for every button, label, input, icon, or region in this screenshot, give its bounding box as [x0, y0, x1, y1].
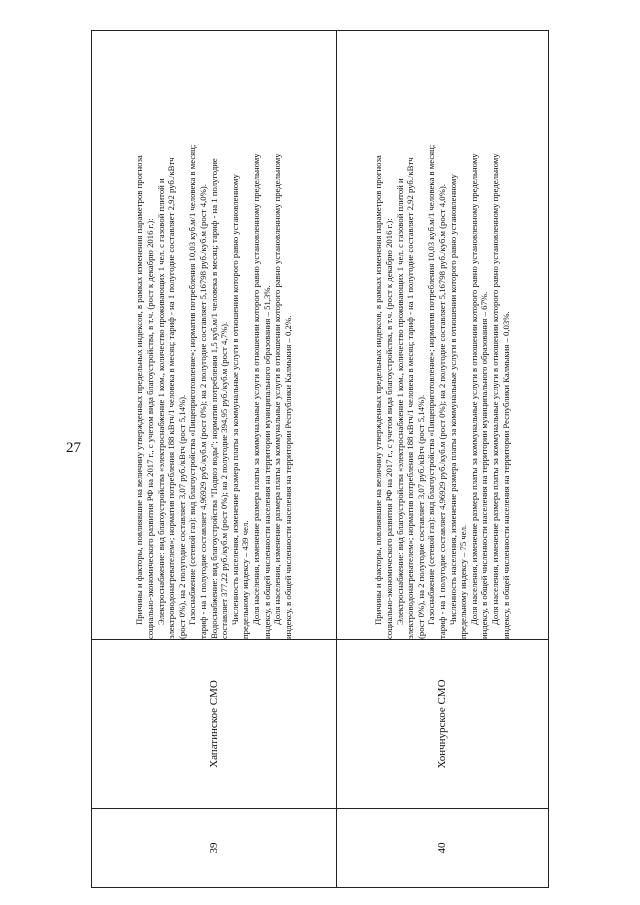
description-line: социально-экономического развития РФ на 2017 г., с учетом вида благоустройства, в т.ч. (рост к декабрю 2016 г.): — [384, 218, 395, 639]
table-row — [92, 31, 337, 888]
description-line: индексу, в общей численности населения на территории Республики Калмыкия – 0,03%. — [500, 311, 511, 639]
description-cell — [92, 31, 337, 640]
description-line: предельному индексу – 75 чел. — [458, 524, 469, 639]
description-line: Численность населения, изменение размера платы за коммунальные услуги в отношении которого равно установленному — [229, 174, 240, 625]
description-line: Численность населения, изменение размера платы за коммунальные услуги в отношении которого равно установленному — [447, 174, 458, 625]
description-line: социально-экономического развития РФ на 2017 г., с учетом вида благоустройства, в т.ч. (рост к декабрю 2016 г.): — [144, 218, 155, 639]
description-line: составляет 377,22 руб./куб.м (рост 0%); на 2 полугодие 394,95 руб./куб.м (рост 4,7%). — [219, 321, 230, 639]
description-line: предельному индексу – 439 чел. — [240, 520, 251, 639]
description-line: Доля населения, изменение размера платы за коммунальные услуги в отношении которого равно установленному предельному — [250, 153, 261, 625]
row-number: 40 — [336, 809, 548, 888]
municipality-name: Хапатинское СМО — [92, 640, 337, 809]
description-line: тариф - на 1 полугодие составляет 4,96929 руб./куб.м (рост 0%); на 2 полугодие составляет 5,16798 руб./куб.м (рост 4,0%). — [437, 184, 448, 639]
description-line: индексу, в общей численности населения на территории муниципального образования – 67%. — [479, 291, 490, 639]
description-line: Причины и факторы, повлиявшие на величину утвержденных предельных индексов, в рамках изменения параметров прогноза — [373, 155, 384, 625]
description-line: (рост 0%), на 2 полугодие составляет 3,07 руб./кВтч (рост 5,14%). — [415, 394, 426, 639]
rotated-table-container — [91, 30, 549, 888]
description-line: Газоснабжение (сетевой газ): вид благоустройства «Пищеприготовление»; норматив потребления 10,03 куб.м/1 человека в месяц; — [426, 144, 437, 625]
description-line: индексу, в общей численности населения на территории Республики Калмыкия – 0,2%. — [282, 315, 293, 639]
description-line: тариф - на 1 полугодие составляет 4,96929 руб./куб.м (рост 0%); на 2 полугодие составляет 5,16798 руб./куб.м (рост 4,0%). — [197, 184, 208, 639]
description-line: Водоснабжение: вид благоустройства "Подвоз воды"; норматив потребления 1,5 куб.м/1 человека в месяц; тариф - на 1 полугодие — [208, 158, 219, 639]
description-line: Электроснабжение: вид благоустройства «электроснабжение 1 ком., количество проживающих 1 чел. с газовой плитой и — [394, 178, 405, 625]
page-number: 27 — [66, 440, 81, 456]
description-line: (рост 0%), на 2 полугодие составляет 3,07 руб./кВтч (рост 5,14%). — [176, 394, 187, 639]
description-line: Газоснабжение (сетевой газ): вид благоустройства «Пищеприготовление»; норматив потребления 10,03 куб.м/1 человека в месяц; — [187, 144, 198, 625]
table-row — [336, 31, 548, 888]
row-number: 39 — [92, 809, 337, 888]
municipality-name: Хончнурское СМО — [336, 640, 548, 809]
description-line: индексу, в общей численности населения на территории муниципального образования – 51,3%. — [261, 285, 272, 639]
description-cell — [336, 31, 548, 640]
description-line: электроводонагревателем»; норматив потребления 188 кВтч/1 человека в месяц; тариф - на 1 полугодие составляет 2,92 руб./кВтч — [405, 157, 416, 639]
description-line: Доля населения, изменение размера платы за коммунальные услуги в отношении которого равно установленному предельному — [490, 153, 501, 625]
description-line: Доля населения, изменение размера платы за коммунальные услуги в отношении которого равно установленному предельному — [468, 153, 479, 625]
description-line: Электроснабжение: вид благоустройства «электроснабжение 1 ком., количество проживающих 1 чел. с газовой плитой и — [155, 178, 166, 625]
municipality-table — [91, 30, 549, 888]
description-line: Доля населения, изменение размера платы за коммунальные услуги в отношении которого равно установленному предельному — [272, 153, 283, 625]
description-line: электроводонагревателем»; норматив потребления 188 кВтч/1 человека в месяц; тариф - на 1 полугодие составляет 2,92 руб./кВтч — [166, 157, 177, 639]
description-line: Причины и факторы, повлиявшие на величину утвержденных предельных индексов, в рамках изменения параметров прогноза — [134, 155, 145, 625]
